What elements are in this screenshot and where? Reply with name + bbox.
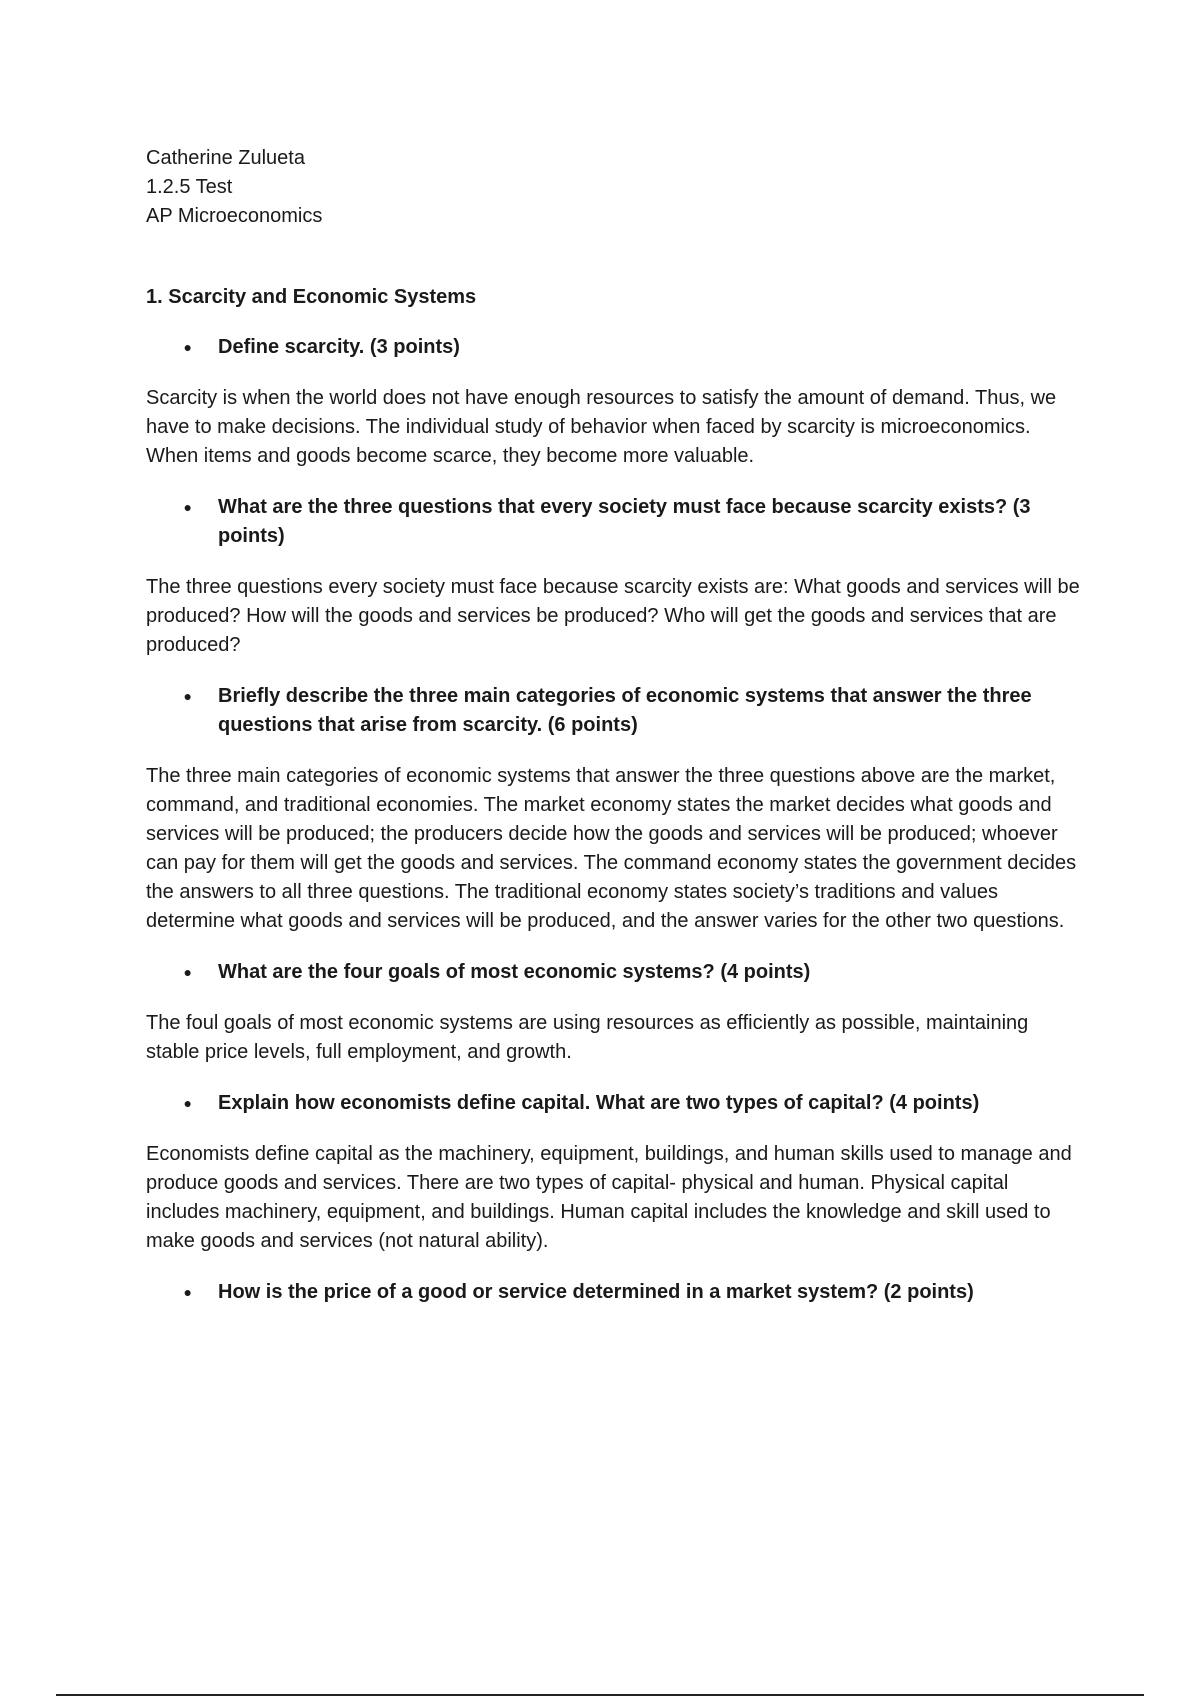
question-5: [146, 1089, 1086, 1118]
question-6: [146, 1278, 1086, 1307]
question-text: What are the three questions that every society must face because scarcity exists? (3 points): [218, 496, 1031, 547]
answer-3: The three main categories of economic systems that answer the three questions above are the market, command, and traditional economies. The market economy states the market decides what goods and services will be produced; the producers decide how the goods and services will be produced; whoever can pay for them will get the goods and services. The command economy states the government decides the answers to all three questions. The traditional economy states society’s traditions and values determine what goods and services will be produced, and the answer varies for the other two questions.: [146, 765, 1077, 932]
question-text: How is the price of a good or service determined in a market system? (2 points): [218, 1281, 974, 1303]
question-text: Define scarcity. (3 points): [218, 336, 460, 358]
answer-5: Economists define capital as the machinery, equipment, buildings, and human skills used to manage and produce goods and services. There are two types of capital- physical and human. Physical capital includes machinery, equipment, and buildings. Human capital includes the knowledge and skill used to make goods and services (not natural ability).: [146, 1143, 1072, 1252]
bullet-icon: ●: [183, 688, 192, 704]
course-name: AP Microeconomics: [146, 205, 323, 227]
bullet-icon: ●: [183, 499, 192, 515]
bullet-icon: ●: [183, 1095, 192, 1111]
question-2: [146, 493, 1086, 551]
assignment-title: 1.2.5 Test: [146, 176, 233, 198]
answer-1: Scarcity is when the world does not have enough resources to satisfy the amount of demand. Thus, we have to make decisions. The individual study of behavior when faced by scarcity is microeconomics. When items and goods become scarce, they become more valuable.: [146, 387, 1057, 467]
bullet-icon: ●: [183, 339, 192, 355]
answer-4: The foul goals of most economic systems are using resources as efficiently as possible, maintaining stable price levels, full employment, and growth.: [146, 1012, 1029, 1063]
section-title: 1. Scarcity and Economic Systems: [146, 286, 477, 308]
question-1: [146, 333, 1086, 362]
document-page: [146, 144, 1086, 1307]
question-text: Briefly describe the three main categories of economic systems that answer the three questions that arise from scarcity. (6 points): [218, 685, 1032, 736]
bullet-icon: ●: [183, 1284, 192, 1300]
question-text: What are the four goals of most economic systems? (4 points): [218, 961, 811, 983]
bullet-icon: ●: [183, 964, 192, 980]
student-name: Catherine Zulueta: [146, 147, 305, 169]
answer-2: The three questions every society must face because scarcity exists are: What goods and services will be produced? How will the goods and services be produced? Who will get the goods and services that are produced?: [146, 576, 1080, 656]
question-3: [146, 682, 1086, 740]
question-4: [146, 958, 1086, 987]
question-text: Explain how economists define capital. What are two types of capital? (4 points): [218, 1092, 980, 1114]
page-bottom-rule: [56, 1694, 1144, 1696]
